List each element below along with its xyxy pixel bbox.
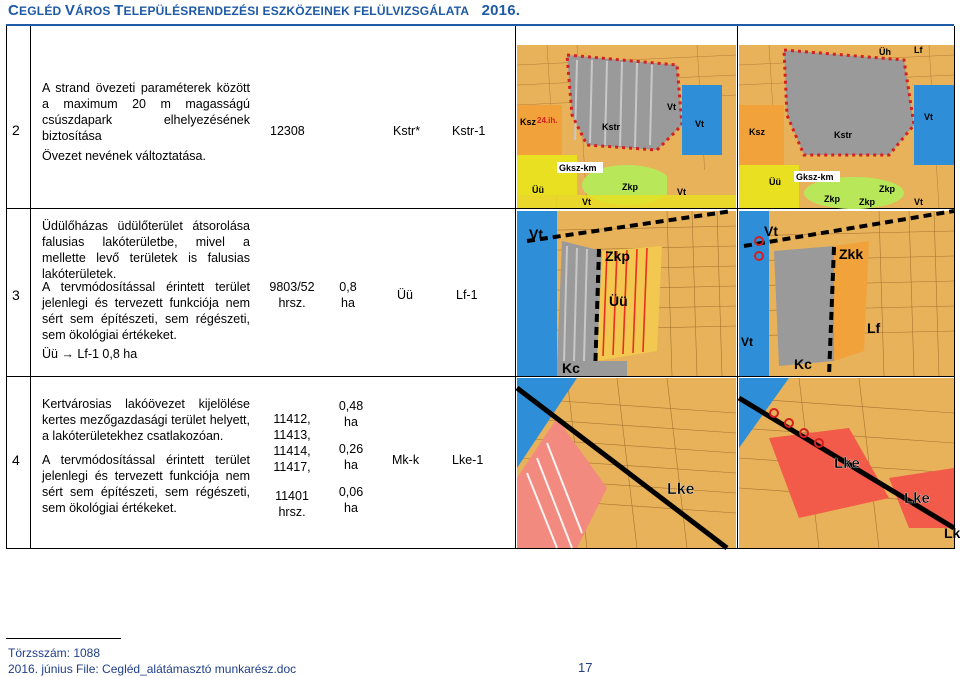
zone-to: Lke-1 [452,453,484,467]
zone-to: Kstr-1 [452,124,486,138]
zoning-map-before [517,45,736,208]
hrsz-value: 12308 [270,124,305,138]
row-number: 2 [12,122,20,138]
svg-text:Üü: Üü [769,177,781,187]
zoning-map-after [739,45,954,208]
svg-text:Lke: Lke [834,455,860,472]
svg-text:Ksz: Ksz [749,127,766,137]
map-label: Ksz [520,117,537,127]
row-divider [6,376,954,377]
svg-text:Vt: Vt [529,226,543,242]
svg-text:Gksz-km: Gksz-km [559,163,597,173]
svg-text:Vt: Vt [667,102,676,112]
area-value: 0,8 ha [339,280,357,310]
header-divider [6,24,954,26]
row-description: Üdülőházas üdülőterület átsorolása falusias lakóterületbe, mivel a mellette levő területek is falusias lakóterületek. [42,219,250,281]
svg-text:Zkp: Zkp [859,197,876,207]
document-header: CEGLÉD VÁROS TELEPÜLÉSRENDEZÉSI ESZKÖZEINEK FELÜLVIZSGÁLATA 2016. [8,2,521,19]
column-divider [515,26,516,549]
page-number: 17 [578,660,593,675]
zone-from: Üü [397,288,413,302]
svg-text:Lf: Lf [867,320,881,336]
row-divider [6,208,954,209]
svg-text:Kstr: Kstr [834,130,853,140]
row-divider [6,548,954,549]
footer-divider [6,638,121,639]
zoning-map-after [739,211,954,376]
zone-to: Lf-1 [456,288,478,302]
svg-text:Vt: Vt [582,197,591,207]
svg-text:Vt: Vt [741,335,753,349]
column-divider [6,26,7,549]
row-note: A tervmódosítással érintett terület jelenlegi és tervezett funkciója nem sért sem építészeti, sem régészeti, sem ökológiai értékeket. [42,280,250,342]
row-description: A strand övezeti paraméterek között a maximum 20 m magasságú csúszdapark elhelyezésének biztosítása [42,81,250,143]
row-note: A tervmódosítással érintett terület jelenlegi és tervezett funkciója nem sért sem építészeti, sem régészeti, sem ökológiai értékeket. [42,453,250,515]
row-number: 3 [12,287,20,303]
svg-text:24.ih.: 24.ih. [537,116,558,125]
svg-text:Zkp: Zkp [605,248,630,264]
zone-from: Mk-k [392,453,420,467]
svg-text:Zkp: Zkp [622,182,639,192]
svg-text:Zkp: Zkp [824,194,841,204]
svg-text:Lke: Lke [904,490,930,507]
footer-registry-number: Törzsszám: 1088 [8,646,101,660]
svg-text:Üü: Üü [609,293,628,309]
zoning-map-before [517,211,736,376]
row-note: Övezet nevének változtatása. [42,149,206,163]
svg-text:Vt: Vt [914,197,923,207]
zoning-map-before [517,378,736,548]
row-number: 4 [12,452,20,468]
svg-text:Üh: Üh [879,47,891,57]
hrsz-value: 11412, 11413, 11414, 11417, 11401 hrsz. [273,412,311,519]
svg-text:Lk: Lk [944,525,960,541]
column-divider [954,26,955,549]
svg-text:Zkk: Zkk [839,246,864,262]
row-description: Kertvárosias lakóövezet kijelölése kertes mezőgazdasági terület helyett, a lakóterületekhez csatlakozóan. [42,397,250,443]
svg-text:Lf: Lf [914,45,923,55]
svg-text:Vt: Vt [695,119,704,129]
svg-text:Zkp: Zkp [879,184,896,194]
svg-text:Lke: Lke [667,481,695,498]
svg-text:Vt: Vt [924,112,933,122]
area-value: 0,48 ha 0,26 ha 0,06 ha [338,399,364,515]
svg-text:Gksz-km: Gksz-km [796,172,834,182]
zone-change-summary: Üü → Lf-1 0,8 ha [42,347,138,361]
svg-text:Vt: Vt [764,223,778,239]
svg-text:Kc: Kc [794,356,812,372]
zoning-map-after [739,378,960,548]
svg-text:Kstr: Kstr [602,122,621,132]
hrsz-value: 9803/52 hrsz. [269,280,315,310]
svg-text:Üü: Üü [532,185,544,195]
zone-from: Kstr* [393,124,421,138]
svg-text:Kc: Kc [562,360,580,376]
svg-text:Vt: Vt [677,187,686,197]
column-divider [30,26,31,549]
column-divider [737,26,738,549]
footer-file-info: 2016. június File: Cegléd_alátámasztó munkarész.doc [8,662,297,676]
